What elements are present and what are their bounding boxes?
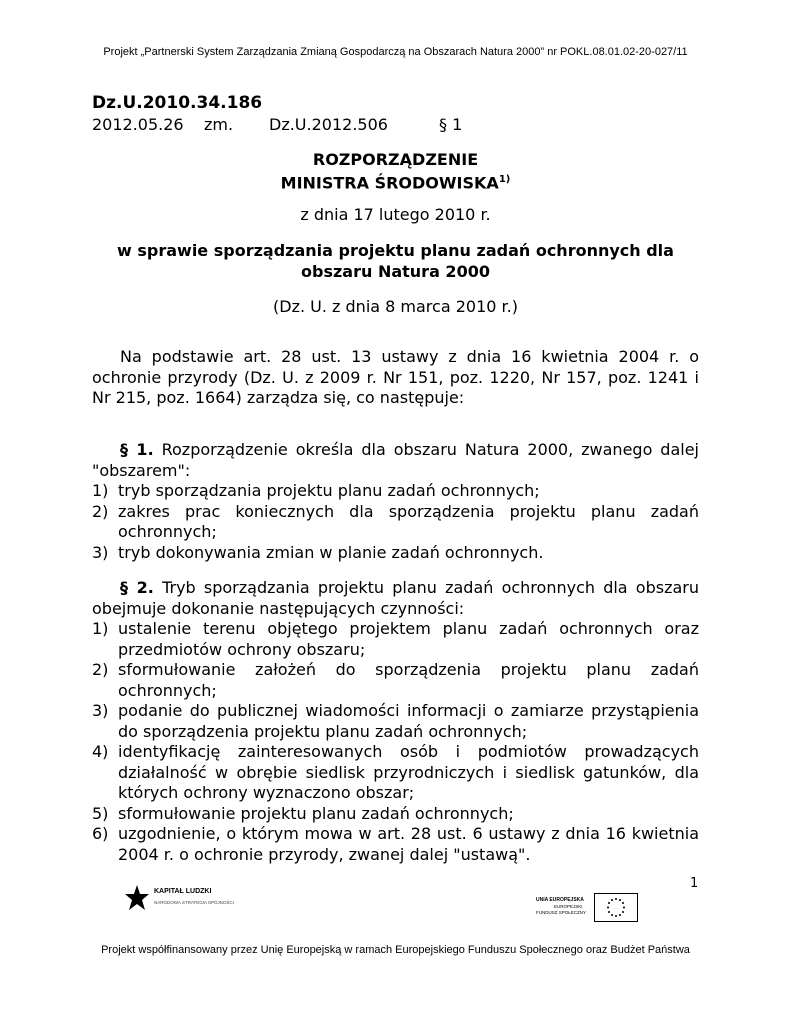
publication-info: (Dz. U. z dnia 8 marca 2010 r.) — [273, 297, 518, 316]
paragraph-2-list — [92, 619, 699, 865]
title-line-1: ROZPORZĄDZENIE — [312, 150, 479, 169]
list-item: 3) podanie do publicznej wiadomości informacji o zamiarze przystąpienia do sporządzenia projektu planu zadań ochronnych; — [92, 701, 699, 741]
eu-line-2: EUROPEJSKI — [554, 904, 583, 909]
list-item: 1) tryb sporządzania projektu planu zadań ochronnych; — [92, 481, 540, 500]
page-footer: Projekt współfinansowany przez Unię Europejską w ramach Europejskiego Funduszu Społecznego oraz Budżet Państwa — [101, 944, 690, 956]
kapital-ludzki-icon — [124, 883, 150, 913]
footnote-marker: 1) — [498, 174, 511, 185]
document-subject: w sprawie sporządzania projektu planu zadań ochronnych dla obszaru Natura 2000 — [117, 241, 674, 281]
document-title — [92, 150, 699, 193]
amendment-date: 2012.05.26 — [92, 115, 184, 134]
list-item: 6) uzgodnienie, o którym mowa w art. 28 ust. 6 ustawy z dnia 16 kwietnia 2004 r. o ochronie przyrody, zwanej dalej "ustawą". — [92, 824, 699, 864]
section-mark: § 1. — [120, 440, 154, 459]
list-item: 3) tryb dokonywania zmian w planie zadań ochronnych. — [92, 542, 544, 562]
page-number: 1 — [690, 876, 699, 891]
amendment-reference: Dz.U.2012.506 — [269, 115, 388, 134]
eu-flag-icon — [594, 893, 638, 922]
preamble — [92, 347, 699, 409]
kapital-ludzki-name: KAPITAŁ LUDZKI — [154, 888, 212, 895]
list-item: 4) identyfikację zainteresowanych osób i podmiotów prowadzących działalność w obrębie siedlisk przyrodniczych i siedlisk gatunków, dla których ochrony wyznaczono obszar; — [92, 742, 699, 802]
paragraph-1-list — [92, 481, 699, 563]
list-item: 2) zakres prac koniecznych dla sporządzenia projektu planu zadań ochronnych; — [92, 501, 699, 541]
preamble-text: Na podstawie art. 28 ust. 13 ustawy z dnia 16 kwietnia 2004 r. o ochronie przyrody (Dz. U. z 2009 r. Nr 151, poz. 1220, Nr 157, poz. 1241 i Nr 215, poz. 1664) zarządza się, co następuje: — [92, 347, 699, 407]
paragraph-lead: Tryb sporządzania projektu planu zadań ochronnych dla obszaru obejmuje dokonanie następujących czynności: — [92, 578, 699, 618]
section-mark: § 2. — [120, 578, 154, 597]
page-header: Projekt „Partnerski System Zarządzania Zmianą Gospodarczą na Obszarach Natura 2000” nr POKL.08.01.02-20-027/11 — [103, 46, 688, 58]
amendment-zm: zm. — [204, 115, 234, 134]
journal-reference: Dz.U.2010.34.186 — [92, 93, 263, 113]
list-item: 2) sformułowanie założeń do sporządzenia projektu planu zadań ochronnych; — [92, 660, 699, 700]
amendment-line — [92, 115, 462, 134]
issue-date: z dnia 17 lutego 2010 r. — [300, 205, 491, 224]
title-line-2: MINISTRA ŚRODOWISKA$^{1)}$ — [280, 173, 511, 193]
paragraph-2 — [92, 578, 699, 865]
paragraph-1 — [92, 440, 699, 563]
kapital-ludzki-logo — [124, 883, 244, 915]
amendment-section: § 1 — [439, 115, 463, 134]
paragraph-lead: Rozporządzenie określa dla obszaru Natura 2000, zwanego dalej "obszarem": — [92, 440, 700, 480]
list-item: 1) ustalenie terenu objętego projektem planu zadań ochronnych oraz przedmiotów ochrony obszaru; — [92, 619, 699, 659]
list-item: 5) sformułowanie projektu planu zadań ochronnych; — [92, 803, 514, 823]
kapital-ludzki-subtitle: NARODOWA STRATEGIA SPÓJNOŚCI — [154, 900, 235, 905]
eu-line-1: UNIA EUROPEJSKA — [536, 897, 584, 903]
eu-line-3: FUNDUSZ SPOŁECZNY — [536, 910, 587, 915]
